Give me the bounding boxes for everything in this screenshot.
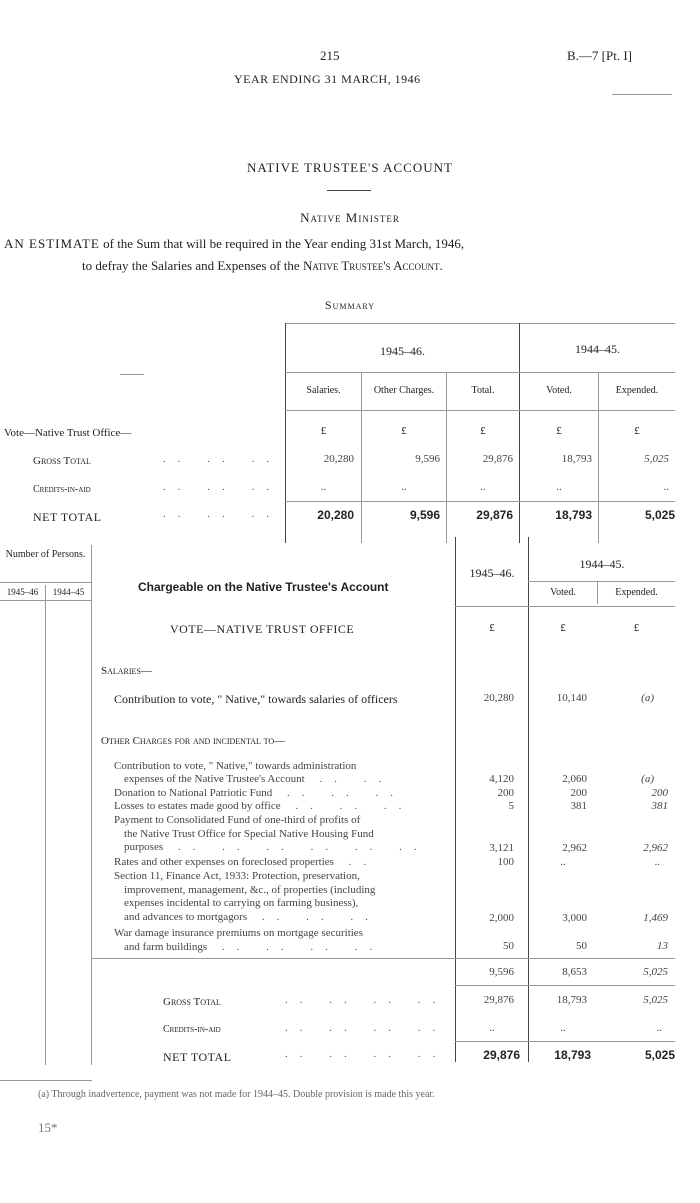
other-item-current: 50 bbox=[503, 940, 514, 952]
salaries-voted: 10,140 bbox=[556, 692, 587, 704]
summary-subheader-rule bbox=[285, 410, 675, 411]
other-item bbox=[114, 870, 380, 924]
summary-gross-voted: 18,793 bbox=[561, 453, 592, 465]
header-rule bbox=[612, 94, 672, 95]
currency-sign: £ bbox=[560, 622, 566, 634]
currency-sign: £ bbox=[556, 425, 562, 437]
persons-border bbox=[91, 545, 92, 1065]
account-title: NATIVE TRUSTEE'S ACCOUNT bbox=[247, 160, 453, 175]
estimate-line-2 bbox=[82, 258, 443, 274]
detail-year-previous: 1944–45. bbox=[579, 557, 625, 571]
detail-credits-voted: .. bbox=[560, 1022, 566, 1034]
other-item-text: and advances to mortgagors .. .. .. bbox=[124, 910, 380, 923]
summary-credits-label: Credits-in-aid bbox=[33, 484, 91, 495]
currency-sign: £ bbox=[489, 622, 495, 634]
detail-credits-current: .. bbox=[489, 1022, 495, 1034]
other-item-text: Rates and other expenses on foreclosed properties bbox=[114, 856, 334, 868]
summary-col-voted: Voted. bbox=[546, 385, 572, 396]
estimate-account-name: Native Trustee's Account. bbox=[302, 258, 443, 273]
other-item-voted: 200 bbox=[570, 787, 587, 799]
minister-heading: Native Minister bbox=[300, 210, 400, 225]
other-item-expended: 200 bbox=[651, 787, 668, 799]
other-item bbox=[114, 760, 393, 786]
chargeable-heading: Chargeable on the Native Trustee's Account bbox=[138, 580, 389, 594]
summary-gross-other: 9,596 bbox=[415, 453, 440, 465]
detail-year-rule bbox=[528, 581, 675, 582]
subtotal-voted: 8,653 bbox=[562, 966, 587, 978]
other-item-expended: 1,469 bbox=[643, 912, 668, 924]
vote-title: VOTE—NATIVE TRUST OFFICE bbox=[170, 622, 355, 636]
detail-gross-voted: 18,793 bbox=[556, 994, 587, 1006]
other-item-text: and farm buildings .. .. .. .. bbox=[124, 941, 385, 953]
detail-credits-label: Credits-in-aid bbox=[163, 1024, 221, 1035]
other-item-expended: 2,962 bbox=[643, 842, 668, 854]
leader-dots: .. .. .. .. bbox=[285, 994, 448, 1006]
other-item bbox=[114, 926, 384, 954]
other-charges-heading: Other Charges for and incidental to— bbox=[101, 735, 286, 747]
detail-header-rule bbox=[455, 606, 675, 607]
currency-sign: £ bbox=[634, 425, 640, 437]
leader-dots: .. .. .. .. bbox=[285, 1022, 448, 1034]
other-item-text: expenses of the Native Trustee's Account .. .. bbox=[124, 773, 394, 785]
other-item: Donation to National Patriotic Fund .. .. .. bbox=[114, 787, 406, 799]
leader-dots: .. .. .. bbox=[163, 508, 281, 520]
persons-header-rule bbox=[0, 600, 91, 601]
other-item-current: 3,121 bbox=[489, 842, 514, 854]
salaries-heading: Salaries— bbox=[101, 665, 152, 677]
title-rule bbox=[327, 190, 371, 191]
salaries-item-label: Contribution to vote, " Native," towards salaries of officers bbox=[114, 692, 398, 706]
summary-stub-rule bbox=[120, 374, 144, 375]
subtotal-rule bbox=[91, 958, 675, 959]
summary-credits-salaries: .. bbox=[320, 481, 327, 493]
detail-credits-expended: .. bbox=[656, 1022, 662, 1034]
summary-credits-expended: .. bbox=[663, 481, 669, 493]
subtotal-expended: 5,025 bbox=[643, 966, 668, 978]
summary-year-current: 1945–46. bbox=[380, 344, 425, 358]
summary-gross-label: Gross Total bbox=[33, 455, 91, 467]
other-item-text-part: and farm buildings bbox=[124, 941, 208, 953]
other-item-text: the Native Trust Office for Special Native Housing Fund bbox=[124, 827, 374, 840]
footnote: (a) Through inadvertence, payment was not made for 1944–45. Double provision is made this year. bbox=[38, 1089, 435, 1100]
other-item-voted: 2,962 bbox=[562, 842, 587, 854]
other-item-expended: 13 bbox=[657, 940, 668, 952]
other-item-current: 200 bbox=[497, 787, 514, 799]
estimate-line-1 bbox=[4, 236, 464, 252]
detail-net-current: 29,876 bbox=[483, 1048, 520, 1062]
other-item-text-part: expenses of the Native Trustee's Account bbox=[124, 773, 305, 785]
summary-year-previous: 1944–45. bbox=[575, 342, 620, 356]
other-item-voted: 50 bbox=[576, 940, 587, 952]
currency-sign: £ bbox=[401, 425, 407, 437]
other-item-text: Losses to estates made good by office bbox=[114, 800, 281, 812]
summary-vote-label: Vote—Native Trust Office— bbox=[4, 427, 132, 439]
leader-dots: .. .. .. bbox=[163, 453, 281, 465]
summary-col-expended: Expended. bbox=[615, 385, 659, 396]
detail-gross-expended: 5,025 bbox=[643, 994, 668, 1006]
summary-gross-expended: 5,025 bbox=[644, 453, 669, 465]
detail-gross-current: 29,876 bbox=[483, 994, 514, 1006]
currency-sign: £ bbox=[320, 425, 327, 437]
persons-bottom-rule bbox=[0, 1080, 92, 1081]
detail-net-expended: 5,025 bbox=[644, 1048, 675, 1062]
other-item-text: improvement, management, &c., of properties (including bbox=[124, 883, 376, 896]
summary-col-total: Total. bbox=[471, 385, 495, 396]
other-item-text: War damage insurance premiums on mortgage securities bbox=[114, 927, 363, 939]
summary-credits-voted: .. bbox=[556, 481, 562, 493]
subtotal-bottom-rule bbox=[455, 985, 675, 986]
other-item-text: purposes .. .. .. .. .. .. bbox=[124, 841, 429, 853]
persons-divider bbox=[45, 585, 46, 1065]
estimate-lead: AN ESTIMATE bbox=[4, 236, 100, 251]
other-item-current: 4,120 bbox=[489, 773, 514, 785]
currency-sign: £ bbox=[480, 425, 486, 437]
leader-dots: .. .. .. .. bbox=[285, 1048, 448, 1060]
salaries-expended: (a) bbox=[641, 692, 654, 704]
summary-net-rule bbox=[285, 501, 675, 502]
other-item-text: Contribution to vote, " Native," towards administration bbox=[114, 760, 357, 772]
year-heading: YEAR ENDING 31 MARCH, 1946 bbox=[234, 72, 421, 86]
other-item-text: expenses incidental to carrying on farming business), bbox=[124, 897, 359, 909]
other-item-current: 100 bbox=[497, 856, 514, 868]
summary-col-salaries: Salaries. bbox=[306, 385, 341, 396]
page-number: 215 bbox=[320, 48, 340, 63]
summary-gross-total: 29,876 bbox=[482, 453, 513, 465]
detail-gross-label: Gross Total bbox=[163, 996, 221, 1008]
other-item: Rates and other expenses on foreclosed properties .. bbox=[114, 856, 379, 868]
detail-year-current: 1945–46. bbox=[469, 566, 515, 580]
other-item-text-part: and advances to mortgagors bbox=[124, 910, 248, 923]
detail-net-rule bbox=[455, 1041, 675, 1042]
persons-col-current: 1945–46 bbox=[6, 587, 39, 597]
other-item-expended: (a) bbox=[641, 773, 654, 785]
other-item-text: Section 11, Finance Act, 1933: Protection, preservation, bbox=[114, 870, 360, 882]
detail-net-label: NET TOTAL bbox=[163, 1050, 232, 1064]
persons-col-previous: 1944–45 bbox=[52, 587, 85, 597]
estimate-line-2-text: to defray the Salaries and Expenses of the bbox=[82, 258, 300, 273]
signature-mark: 15* bbox=[38, 1120, 58, 1135]
persons-header-rule bbox=[0, 582, 91, 583]
summary-heading: Summary bbox=[324, 298, 376, 312]
summary-net-other: 9,596 bbox=[409, 508, 440, 522]
summary-credits-total: .. bbox=[480, 481, 486, 493]
document-reference: B.—7 [Pt. I] bbox=[567, 48, 632, 63]
detail-col-expended: Expended. bbox=[615, 587, 658, 598]
estimate-line-1-text: of the Sum that will be required in the Year ending 31st March, 1946, bbox=[103, 236, 465, 251]
other-item-text-part: purposes bbox=[124, 841, 164, 853]
other-item: Losses to estates made good by office .. .. .. bbox=[114, 800, 414, 812]
other-item-voted: 2,060 bbox=[562, 773, 587, 785]
other-item-current: 2,000 bbox=[489, 912, 514, 924]
detail-col-voted: Voted. bbox=[550, 587, 576, 598]
summary-net-expended: 5,025 bbox=[644, 508, 675, 522]
summary-net-label: NET TOTAL bbox=[33, 510, 102, 524]
other-item-voted: 3,000 bbox=[562, 912, 587, 924]
other-item bbox=[114, 814, 429, 855]
other-item-current: 5 bbox=[508, 800, 514, 812]
other-item-text: Payment to Consolidated Fund of one-third of profits of bbox=[114, 814, 361, 826]
summary-credits-other: .. bbox=[401, 481, 407, 493]
other-item-voted: .. bbox=[560, 856, 566, 868]
other-item-voted: 381 bbox=[570, 800, 587, 812]
salaries-current: 20,280 bbox=[483, 692, 514, 704]
summary-top-rule bbox=[285, 323, 675, 324]
currency-sign: £ bbox=[633, 622, 640, 634]
summary-col-other: Other Charges. bbox=[373, 385, 435, 396]
summary-net-voted: 18,793 bbox=[555, 508, 592, 522]
subtotal-current: 9,596 bbox=[489, 966, 514, 978]
other-item-text: Donation to National Patriotic Fund bbox=[114, 787, 273, 799]
leader-dots: .. .. .. bbox=[163, 481, 281, 493]
summary-net-total: 29,876 bbox=[476, 508, 513, 522]
persons-header: Number of Persons. bbox=[5, 549, 86, 560]
summary-header-rule bbox=[285, 372, 675, 373]
summary-net-salaries: 20,280 bbox=[317, 508, 354, 522]
summary-gross-salaries: 20,280 bbox=[323, 453, 354, 465]
other-item-expended: .. bbox=[654, 856, 660, 868]
other-item-expended: 381 bbox=[651, 800, 668, 812]
detail-net-voted: 18,793 bbox=[554, 1048, 591, 1062]
